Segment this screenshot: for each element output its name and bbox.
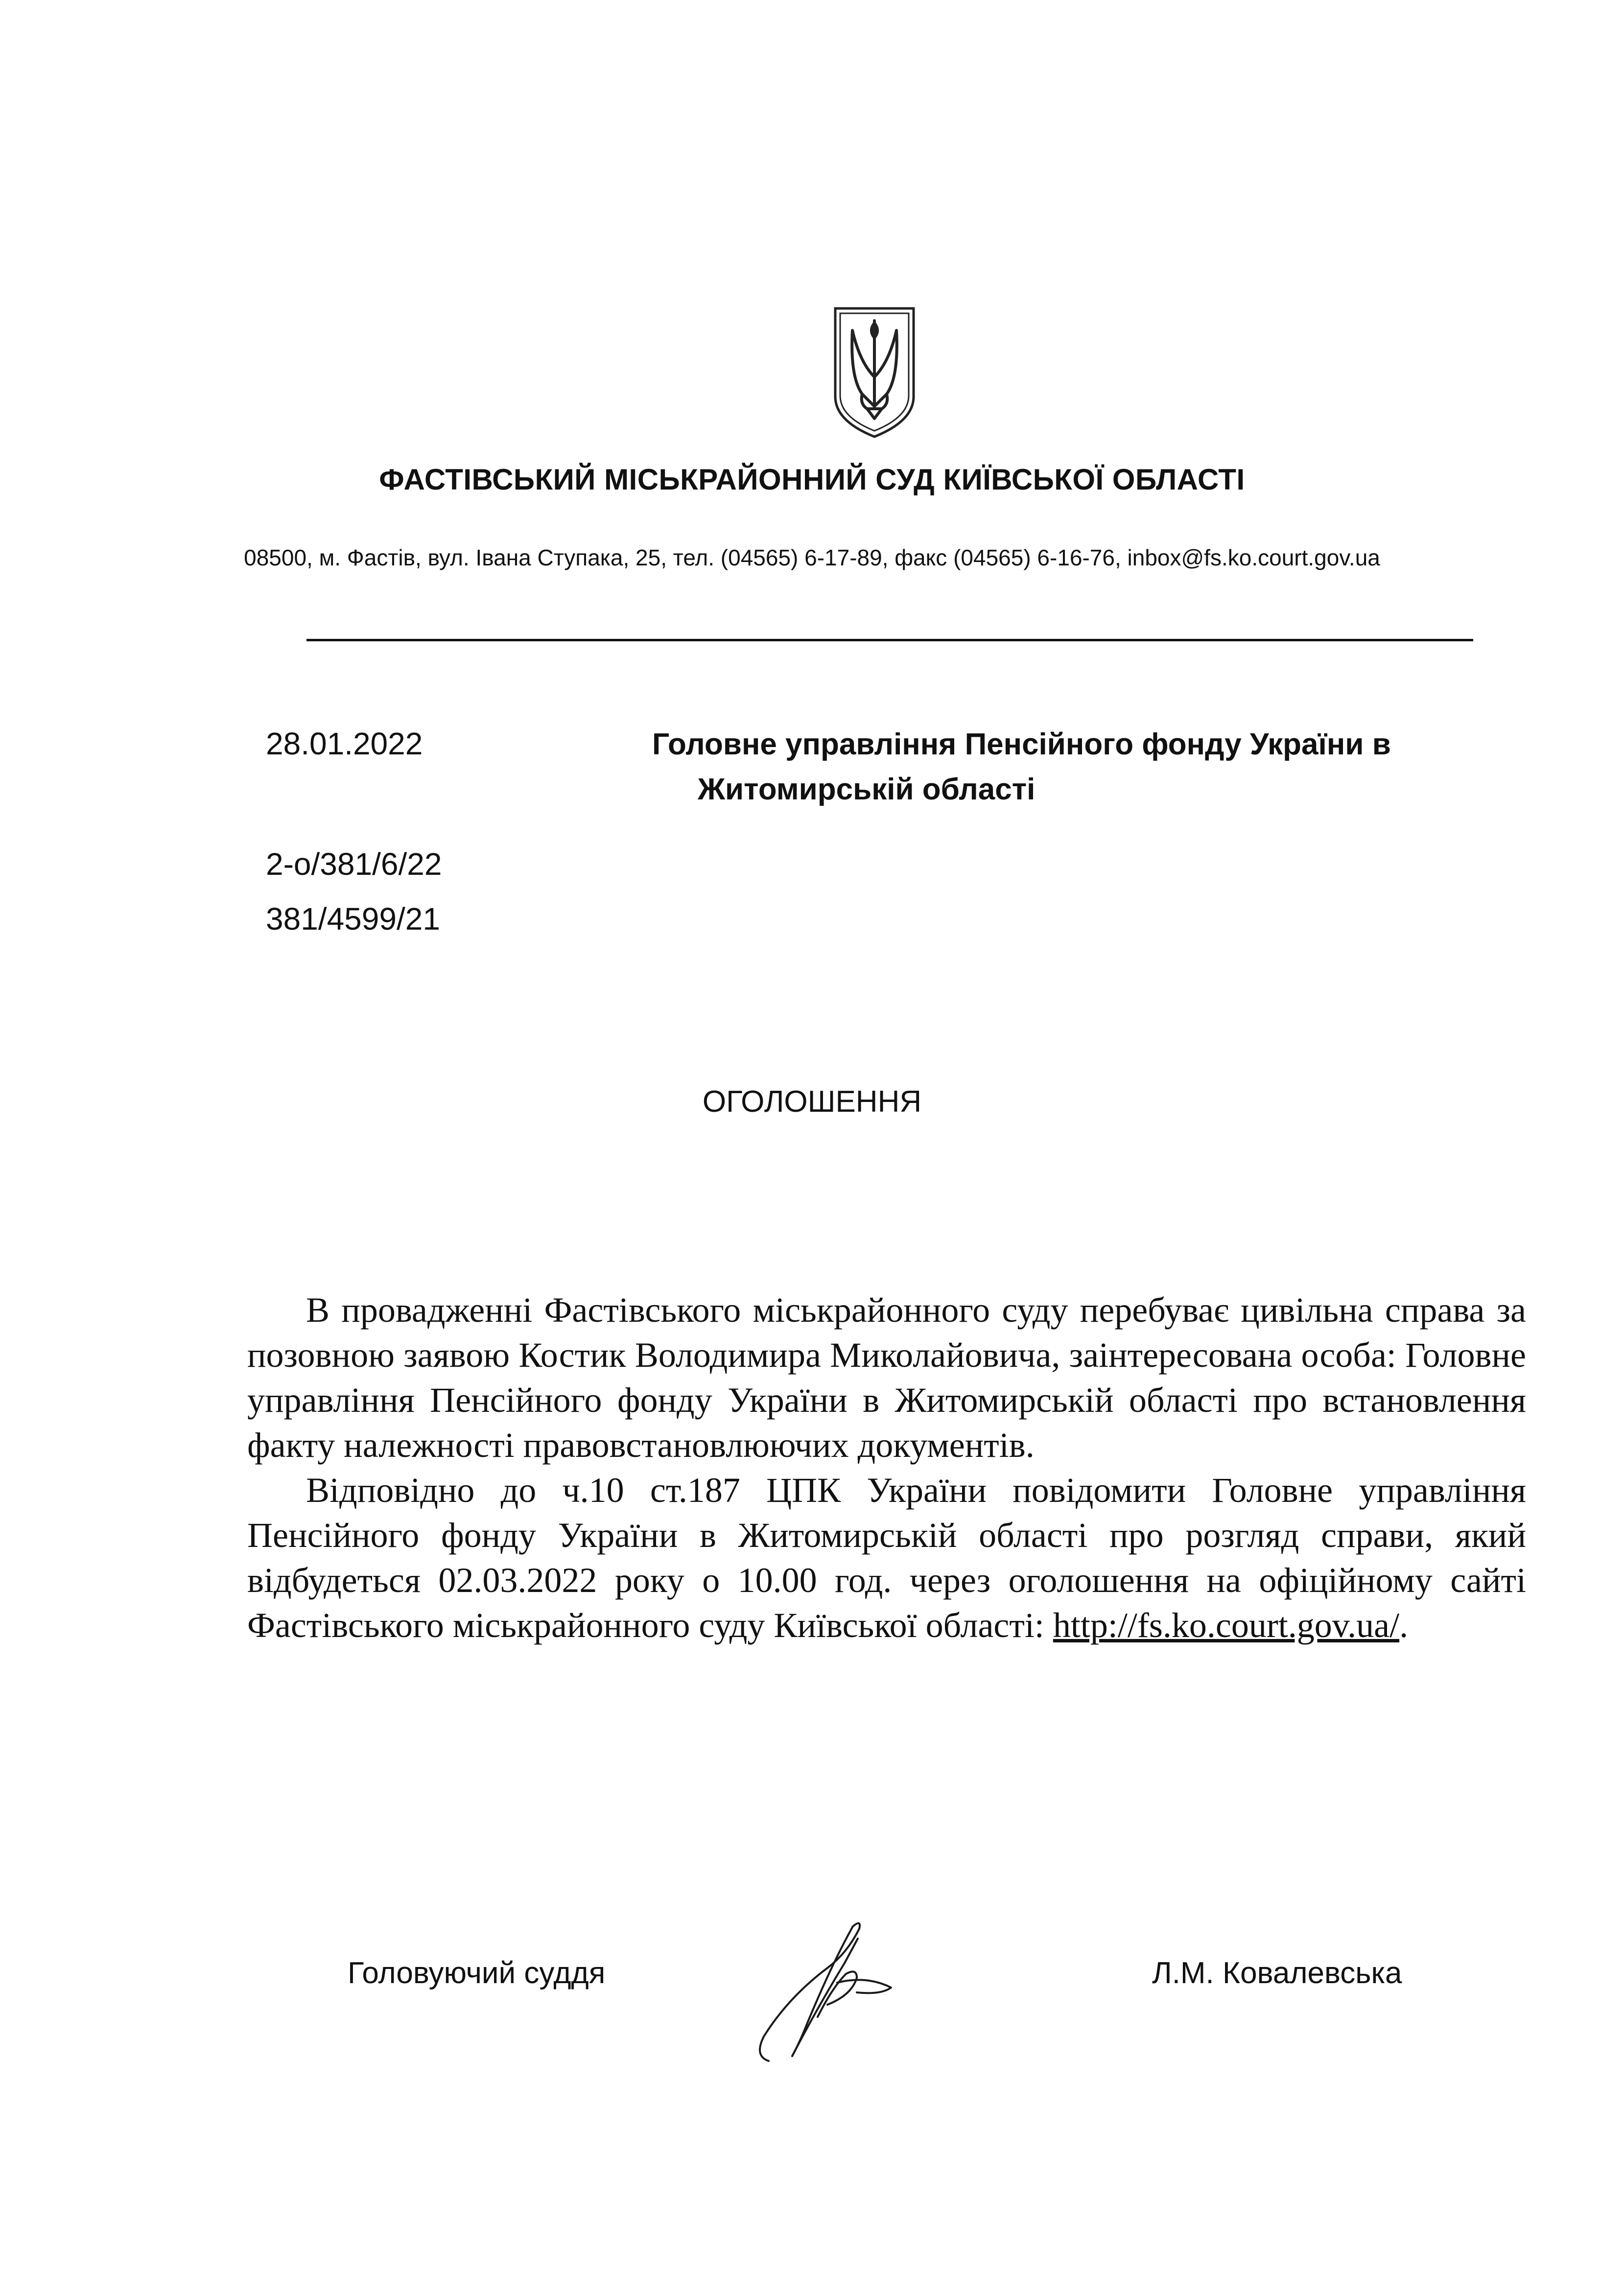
document-date: 28.01.2022 [266, 726, 423, 761]
body-paragraph-2-text: Відповідно до ч.10 ст.187 ЦПК України повідомити Головне управління Пенсійного фонду України в Житомирській області про розгляд справи, який відбудеться 02.03.2022 року о 10.00 год. через оголошення на офіційному сайті Фастівського міськрайонного суду Київської області: [247, 1471, 1526, 1645]
coat-of-arms-icon [825, 304, 923, 441]
signer-name: Л.М. Ковалевська [1152, 1956, 1402, 1990]
body-paragraph-1: В провадженні Фастівського міськрайонного суду перебуває цивільна справа за позовною заявою Костик Володимира Миколайовича, заінтересована особа: Головне управління Пенсійного фонду України в Житомирській області про встановлення факту належності правовстановлюючих документів. [247, 1290, 1526, 1465]
announcement-title: ОГОЛОШЕННЯ [702, 1085, 922, 1119]
handwritten-signature-icon [744, 1909, 906, 2071]
signer-title: Головуючий суддя [348, 1956, 606, 1990]
case-number-2: 381/4599/21 [266, 901, 440, 936]
body-paragraph-2 [247, 1468, 1526, 1648]
recipient-line-1: Головне управління Пенсійного фонду України в [652, 727, 1391, 761]
case-number-1: 2-о/381/6/22 [266, 846, 442, 882]
announcement-body [247, 1287, 1526, 1648]
recipient-line-2: Житомирській області [698, 772, 1036, 806]
court-website-link[interactable]: http://fs.ko.court.gov.ua/ [1053, 1606, 1400, 1645]
header-divider [306, 639, 1473, 641]
body-paragraph-2-end: . [1399, 1606, 1409, 1645]
court-title: ФАСТІВСЬКИЙ МІСЬКРАЙОННИЙ СУД КИЇВСЬКОЇ ОБЛАСТІ [379, 463, 1245, 496]
court-address: 08500, м. Фастів, вул. Івана Ступака, 25, тел. (04565) 6-17-89, факс (04565) 6-16-76, inbox@fs.ko.court.gov.ua [244, 545, 1380, 570]
